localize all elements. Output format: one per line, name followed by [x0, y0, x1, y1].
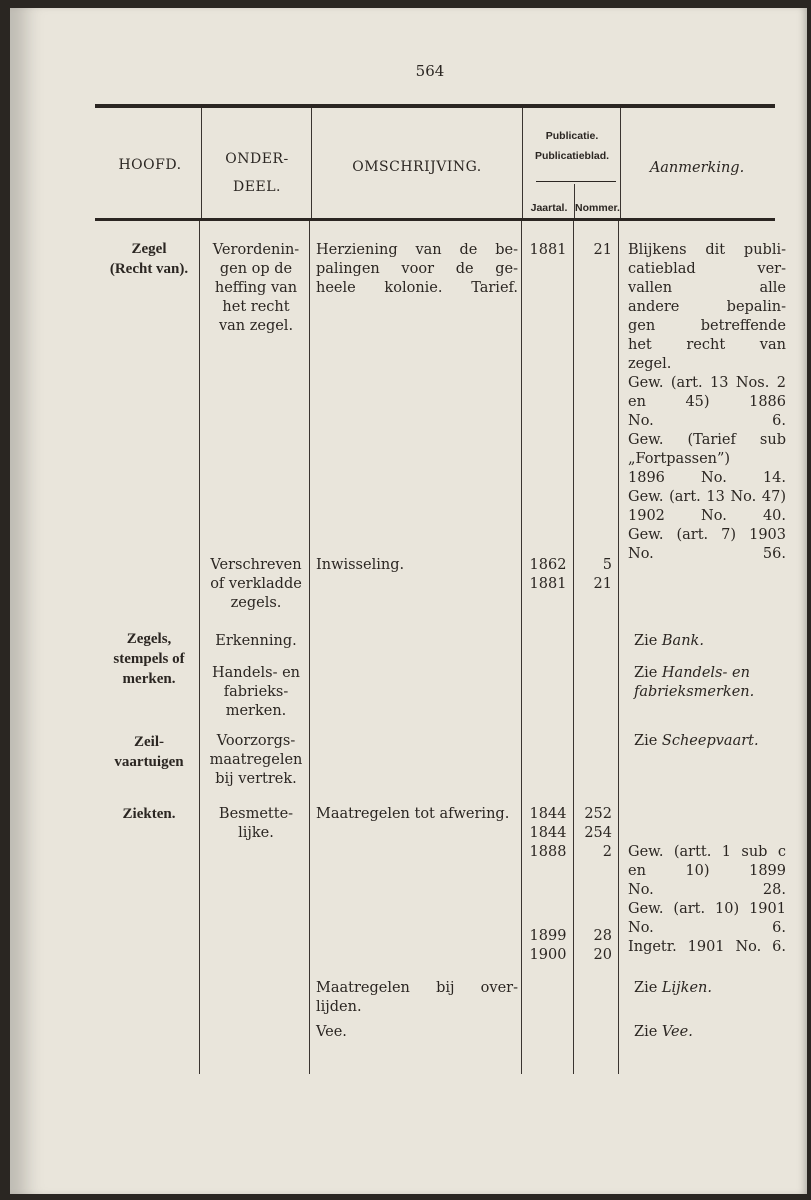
- zeil-hoofd: Zeil- vaartuigen: [114, 734, 184, 770]
- zie-label: Zie: [634, 1024, 662, 1040]
- ziekten-omschrijving: Maatregelen tot afwering.: [316, 806, 510, 822]
- ziekten-hoofd: Ziekten.: [122, 806, 176, 822]
- page-number: 564: [415, 62, 445, 80]
- zegel-omschrijving: Herziening van de be- palingen voor de ge- heele kolonie. Tarief.: [316, 242, 518, 296]
- col-divider: [311, 108, 312, 218]
- zie-label: Zie: [634, 665, 662, 681]
- zegel-aanmerking: Blijkens dit publi- catieblad ver- vallen alle andere bepalin- gen betreffende het recht van zegel. Gew. (art. 13 Nos. 2 en 45) 1886 No. 6. Gew. (Tarief sub „Fortpassen”) 1896 No. 14. Gew. (art. 13 No. 47) 1902 No. 40. Gew. (art. 7) 1903 No. 56.: [628, 242, 786, 562]
- zegel-onderdeel: Verordenin- gen op de heffing van het recht van zegel.: [212, 242, 300, 334]
- vee-aanmerking: [634, 1023, 784, 1042]
- reference-vee: Vee.: [661, 1024, 693, 1040]
- erkenning-onderdeel: Erkenning.: [215, 633, 297, 649]
- col-divider: [309, 221, 310, 1074]
- verschreven-jaartal: 1862 1881: [529, 557, 567, 592]
- zeil-aanmerking: [634, 732, 784, 751]
- reference-bank: Bank.: [661, 633, 704, 649]
- header-omschrijving: OMSCHRIJVING.: [352, 159, 482, 175]
- zegel-hoofd: Zegel (Recht van).: [109, 241, 189, 277]
- header-bottom-rule: [95, 218, 775, 221]
- col-divider: [573, 221, 574, 1074]
- overlijden-aanmerking: [634, 979, 784, 998]
- verschreven-nommer: 5 21: [593, 557, 612, 592]
- zie-label: Zie: [634, 733, 662, 749]
- publicatie-rule: [536, 181, 616, 182]
- reference-handelsmerken: Handels- en fabrieksmerken.: [634, 665, 755, 700]
- zie-label: Zie: [634, 980, 662, 996]
- ziekten-nommer-a: 252 254 2: [584, 806, 612, 860]
- reference-lijken: Lijken.: [661, 980, 712, 996]
- handels-onderdeel: Handels- en fabrieks- merken.: [212, 665, 300, 719]
- header-onderdeel: ONDER- DEEL.: [225, 151, 289, 195]
- ziekten-jaartal-a: 1844 1844 1888: [529, 806, 567, 860]
- overlijden-omschrijving: Maatregelen bij over- lijden.: [316, 980, 518, 1015]
- top-rule: [95, 104, 775, 108]
- reference-scheepvaart: Scheepvaart.: [661, 733, 759, 749]
- page: [10, 8, 807, 1194]
- header-nommer: Nommer.: [575, 202, 620, 214]
- zeil-onderdeel: Voorzorgs- maatregelen bij vertrek.: [209, 733, 303, 787]
- zegel-jaartal: 1881: [529, 242, 567, 258]
- col-divider: [618, 221, 619, 1074]
- verschreven-omschrijving: Inwisseling.: [316, 557, 405, 573]
- ziekten-jaartal-b: 1899 1900: [529, 928, 567, 963]
- header-aanmerking: Aanmerking.: [649, 160, 745, 176]
- header-hoofd: HOOFD.: [118, 157, 182, 173]
- header-publicatie: Publicatie. Publicatieblad.: [534, 130, 610, 162]
- verschreven-onderdeel: Verschreven of verkladde zegels.: [210, 557, 302, 611]
- zie-label: Zie: [634, 633, 662, 649]
- vee-omschrijving: Vee.: [316, 1024, 347, 1040]
- header-jaartal: Jaartal.: [530, 202, 568, 214]
- handels-aanmerking: [634, 664, 784, 702]
- col-divider: [620, 108, 621, 218]
- ziekten-nommer-b: 28 20: [593, 928, 612, 963]
- zegel-nommer: 21: [593, 242, 612, 258]
- ziekten-onderdeel: Besmette- lijke.: [218, 806, 294, 841]
- col-divider: [522, 108, 523, 218]
- ziekten-aanmerking: Gew. (artt. 1 sub c en 10) 1899 No. 28. Gew. (art. 10) 1901 No. 6. Ingetr. 1901 No. 6.: [628, 844, 786, 955]
- zegels-hoofd: Zegels, stempels of merken.: [113, 631, 185, 687]
- col-divider: [201, 108, 202, 218]
- col-divider: [521, 221, 522, 1074]
- erkenning-aanmerking: [634, 632, 784, 651]
